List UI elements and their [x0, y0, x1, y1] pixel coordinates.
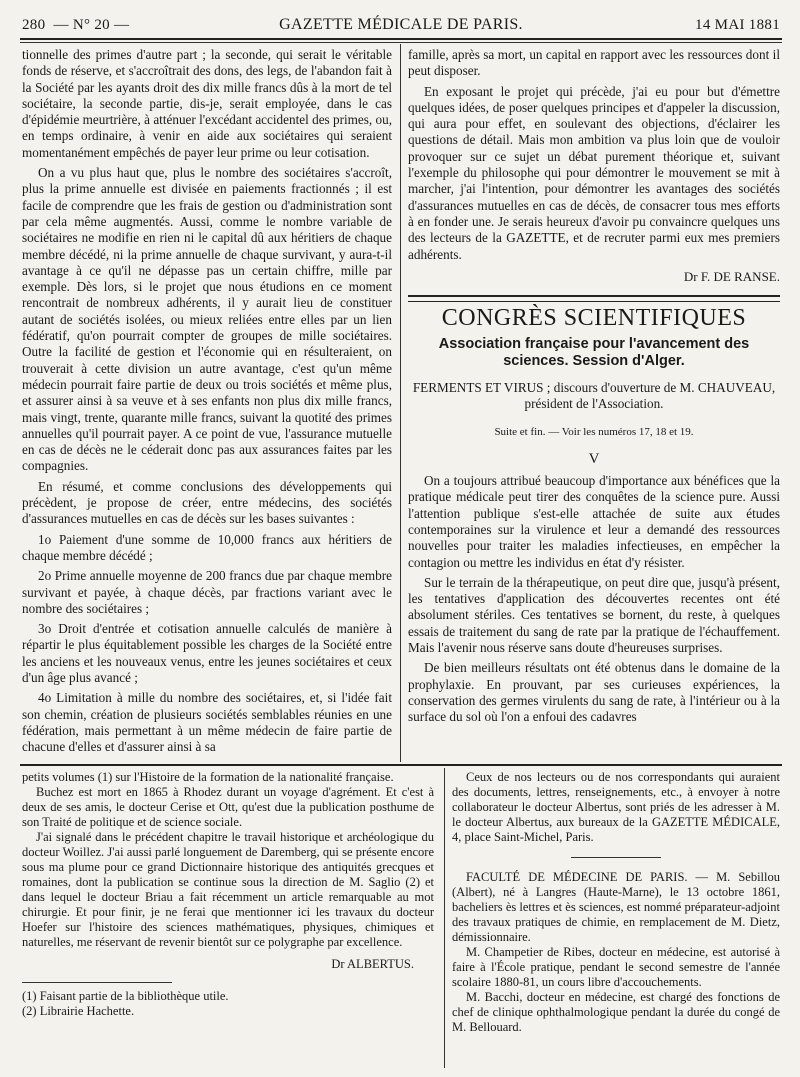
signature: Dr F. DE RANSE.	[683, 268, 780, 284]
article-title: FERMENTS ET VIRUS ; discours d'ouverture de M. CHAUVEAU, président de l'Association.	[412, 380, 776, 412]
section-title: CONGRÈS SCIENTIFIQUES	[441, 305, 747, 332]
footnote: (2) Librairie Hachette.	[22, 1004, 135, 1019]
header-rule	[20, 38, 782, 40]
column-divider-top	[400, 44, 401, 762]
continuation-note: Suite et fin. — Voir les numéros 17, 18 et 19.	[494, 426, 694, 439]
paragraph: M. Champetier de Ribes, docteur en médecine, est autorisé à faire à l'École pratique, pendant le second semestre de l'année scolaire 1880-81, un cours libre d'accouchements.	[452, 945, 780, 989]
left-column	[22, 47, 392, 759]
paragraph: M. Bacchi, docteur en médecine, est chargé des fonctions de chef de clinique ophthalmologique pendant la durée du congé de M. Bellouard.	[452, 990, 780, 1034]
paragraph: Ceux de nos lecteurs ou de nos correspondants qui auraient des documents, lettres, renseignements, etc., à envoyer à notre collaborateur le docteur Albertus, sont priés de les adresser à M. le docteur Albertus, aux bureaux de la GAZETTE MÉDICALE, 4, place Saint-Michel, Paris.	[452, 770, 780, 844]
paragraph: On a vu plus haut que, plus le nombre des sociétaires s'accroît, plus la prime annuelle est divisée en paiements fractionnés ; il est facile de comprendre que les frais de gestion ou d'administration sont par cela même augmentés. Aussi, comme le nombre variable de sociétaires ne modifie en rien ni le capital dû aux héritiers de chaque membre décédé, ni la prime annuelle de chaque survivant, y aura-t-il avantage à ce qu'il ne dépasse pas un certain chiffre, mille par exemple. Dès lors, si le projet que nous étudions en ce moment rencontrait de nombreux adhérents, il y aurait lieu de constituer autant de sociétés isolées, ou mieux reliées entre elles par un lien fédératif, qu'on pourrait compter de groupes de mille sociétaires. Outre la facilité de gestion et l'économie qui en résulteraient, on trouverait à cette division un autre avantage, c'est qu'un même médecin pourrait faire partie de deux ou trois sociétés et même plus, et assurer ainsi à sa veuve et à ses enfants non plus dix mille francs, mais vingt, trente, quarante mille francs, suivant la quotité des primes annuelles qu'il pourrait payer. A ce point de vue, l'assurance mutuelle en cas de décès ne le céderait donc pas aux assurances faites par les compagnies.	[22, 165, 392, 474]
section-rule-thin	[408, 301, 780, 302]
paragraph: tionnelle des primes d'autre part ; la seconde, qui serait le véritable fonds de réserve, et s'accroîtrait des dons, des legs, de l'abandon fait à la Société par les ayants droit des dix mille francs dûs à la mort de tel sociétaire, la seconde partie, dis-je, serait employée, dans le cas d'épidémie meurtrière, à atténuer l'excédant accidentel des primes, ou, en temps ordinaire, à venir en aide aux sociétaires qui seraient momentanément empêchés de payer leur prime ou leur cotisation.	[22, 47, 392, 160]
list-item: 2o Prime annuelle moyenne de 200 francs due par chaque membre survivant et payée, à chaque décès, par fractions variant avec le nombre des sociétaires ;	[22, 568, 392, 616]
page-header	[22, 14, 780, 36]
section-rule	[408, 295, 780, 297]
list-item: 4o Limitation à mille du nombre des sociétaires, et, si l'idée fait son chemin, création de plusieurs sociétés semblables réunies en une fédération, mais permettant à un même médecin de faire partie de chacune d'elles et d'assurer ainsi à sa	[22, 690, 392, 755]
footnote: (1) Faisant partie de la bibliothèque utile.	[22, 989, 229, 1004]
header-rule-thin	[20, 42, 782, 43]
page-number: 280 — N° 20 —	[22, 17, 130, 33]
journal-title: GAZETTE MÉDICALE DE PARIS.	[279, 16, 523, 33]
right-column	[408, 47, 780, 730]
feuilleton-rule	[20, 764, 782, 766]
section-subtitle: Association française pour l'avancement des sciences. Session d'Alger.	[438, 336, 750, 370]
bottom-right-column	[452, 770, 780, 1035]
paragraph: En résumé, et comme conclusions des développements qui précèdent, je propose de créer, entre médecins, des sociétés d'assurances mutuelles en cas de décès sur les bases suivantes :	[22, 478, 392, 527]
paragraph: Sur le terrain de la thérapeutique, on peut dire que, jusqu'à présent, les tentatives d'application des découvertes recentes ont été absolument stériles. Ces tentatives se bornent, du reste, à quelques essais de traitement du sang de rate par la pratique de l'échauffement. Mais l'avenir nous réserve sans doute d'heureuses surprises.	[408, 574, 780, 656]
separator	[571, 857, 661, 858]
bottom-left-column	[22, 770, 434, 1019]
paragraph: En exposant le projet qui précède, j'ai eu pour but d'émettre quelques idées, de poser quelques principes et d'appeler la discussion, qui aura pour effet, en soulevant des objections, d'éclairer les questions de détail. Mais mon ambition va plus loin que de vouloir provoquer sur ce sujet un débat purement théorique et, suivant l'exemple du philosophe qui pour démontrer le mouvement se mit à marcher, j'ai l'intention, pour démontrer les avantages des sociétés d'assurances mutuelles en cas de décès, de consacrer tous mes efforts à en fonder une. Je serais heureux d'avoir pu convaincre quelques uns des lecteurs de la GAZETTE, et de recruter parmi eux mes premiers adhérents.	[408, 83, 780, 262]
issue-date: 14 MAI 1881	[695, 17, 780, 33]
list-item: 3o Droit d'entrée et cotisation annuelle calculés de manière à répartir le plus équitablement possible les charges de la Société entre les anciens et les nouveaux venus, entre les jeunes sociétaires et ceux d'un âge plus avancé ;	[22, 621, 392, 685]
paragraph: famille, après sa mort, un capital en rapport avec les ressources dont il peut disposer.	[408, 47, 780, 79]
footnote-rule	[22, 982, 172, 983]
signature: Dr ALBERTUS.	[331, 957, 414, 971]
paragraph: petits volumes (1) sur l'Histoire de la formation de la nationalité française.	[22, 770, 394, 784]
paragraph: FACULTÉ DE MÉDECINE DE PARIS. — M. Sebillou (Albert), né à Langres (Haute-Marne), le 13 octobre 1861, bacheliers ès lettres et ès sciences, est nommé préparateur-adjoint des travaux pratiques de chimie, en remplacement de M. Dietz, démissionnaire.	[452, 870, 780, 944]
paragraph: De bien meilleurs résultats ont été obtenus dans le domaine de la prophylaxie. En prouvant, par ses curieuses expériences, la conservation des germes virulents du sang de rate, à l'intérieur ou à la surface du sol où l'on a enfoui des cadavres	[408, 660, 780, 725]
column-divider-bottom	[444, 768, 445, 1068]
paragraph: On a toujours attribué beaucoup d'importance aux bénéfices que la pratique médicale peut tirer des conquêtes de la science pure. Aussi l'attention publique s'est-elle attachée de suite aux études contemporaines sur la virulence et leur a demandé des ressources nouvelles pour traiter les maladies infectieuses, en empêcher la contagion ou mettre les individus en état d'y résister.	[408, 473, 780, 570]
paragraph: J'ai signalé dans le précédent chapitre le travail historique et archéologique du docteur Woillez. J'ai aussi parlé longuement de Daremberg, qui se présente encore sous ma plume pour ce grand Dictionnaire historique des antiquités grecques et romaines, dont la publication se continue sous la direction de M. Saglio (2) et dans lequel le docteur Briau a fait récemment un article remarquable au mot chirurgie. Et pour finir, je ne ferai que mentionner ici les travaux du docteur Hoefer sur l'histoire des sciences mathématiques, physiques, chimiques et naturelles, me réservant de revenir bientôt sur ce polygraphe par excellence.	[22, 830, 434, 949]
paragraph: Buchez est mort en 1865 à Rhodez durant un voyage d'agrément. Et c'est à deux de ses amis, le docteur Cerise et Ott, qu'est due la publication posthume de son Traité de politique et de science sociale.	[22, 785, 434, 829]
list-item: 1o Paiement d'une somme de 10,000 francs aux héritiers de chaque membre décédé ;	[22, 531, 392, 563]
part-number: V	[588, 450, 600, 467]
